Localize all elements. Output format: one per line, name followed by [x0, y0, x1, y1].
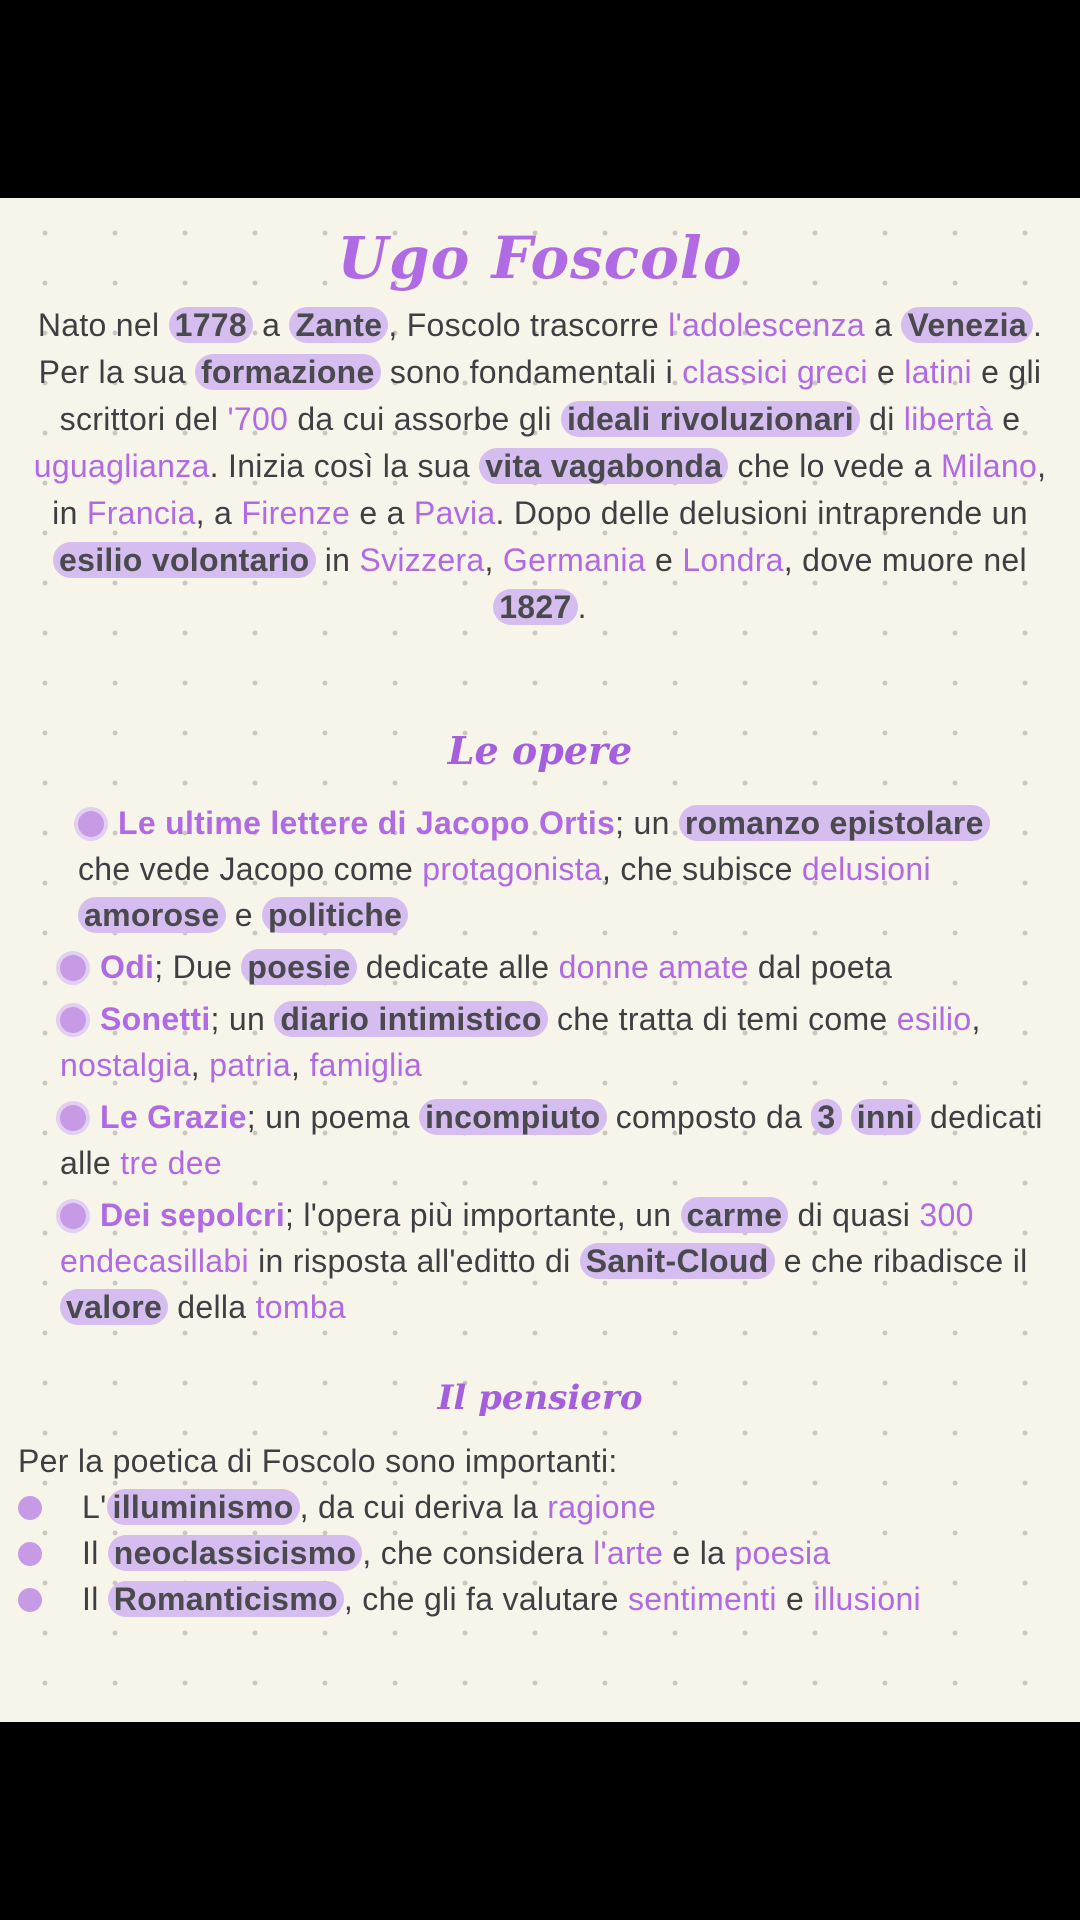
bullet-icon [60, 1007, 86, 1033]
keyword: l'adolescenza [668, 307, 865, 343]
keyword: classici greci [682, 354, 868, 390]
text: Il [82, 1535, 108, 1571]
text: e [993, 401, 1021, 437]
text: e che ribadisce il [774, 1243, 1028, 1279]
highlight: valore [60, 1289, 168, 1325]
text: L' [82, 1489, 107, 1525]
highlight: incompiuto [419, 1099, 606, 1135]
highlight: inni [851, 1099, 921, 1135]
highlight: 3 [811, 1099, 841, 1135]
bullet-icon [18, 1542, 42, 1566]
text: , che gli fa valutare [343, 1581, 628, 1617]
text: ; un [210, 1001, 275, 1037]
text: dedicate alle [356, 949, 559, 985]
text: , Foscolo trascorre [388, 307, 669, 343]
text: , che subisce [602, 851, 802, 887]
notes-page [0, 198, 1080, 1722]
work-title: Le ultime lettere di Jacopo Ortis [118, 805, 616, 841]
keyword: patria [209, 1047, 292, 1083]
highlight: poesie [241, 949, 356, 985]
page-title: Ugo Foscolo [337, 224, 743, 292]
work-title: Odi [100, 949, 155, 985]
text: Il [82, 1581, 108, 1617]
text [842, 1099, 851, 1135]
text: , a [195, 495, 242, 531]
highlight: 1778 [169, 307, 253, 343]
list-item-sepolcri [60, 1192, 1050, 1330]
keyword: poesia [734, 1535, 831, 1571]
keyword: uguaglianza [33, 448, 210, 484]
highlight: Sanit-Cloud [580, 1243, 775, 1279]
text: a [864, 307, 902, 343]
keyword: protagonista [422, 851, 603, 887]
keyword: ragione [547, 1489, 657, 1525]
keyword: Firenze [241, 495, 351, 531]
keyword: illusioni [813, 1581, 921, 1617]
keyword: libertà [903, 401, 994, 437]
section-heading-opere: Le opere [447, 728, 633, 773]
keyword: latini [904, 354, 972, 390]
keyword: Milano [940, 448, 1038, 484]
text: composto da [606, 1099, 812, 1135]
text: , [291, 1047, 310, 1083]
text: di [859, 401, 904, 437]
text: di quasi [788, 1197, 920, 1233]
text: dal poeta [748, 949, 893, 985]
text: in risposta all'editto di [248, 1243, 580, 1279]
keyword: donne amate [558, 949, 749, 985]
bullet-icon [60, 955, 86, 981]
text: , in [52, 448, 1047, 531]
keyword: delusioni [801, 851, 931, 887]
text: dedicati alle [60, 1099, 1043, 1181]
text: che vede Jacopo come [78, 851, 423, 887]
highlight: vita vagabonda [479, 448, 728, 484]
highlight: esilio volontario [53, 542, 315, 578]
pensiero-intro: Per la poetica di Foscolo sono importanti: [18, 1443, 618, 1479]
text: , [484, 542, 503, 578]
opere-list [60, 800, 1050, 1330]
text: e a [350, 495, 414, 531]
keyword: '700 [227, 401, 289, 437]
keyword: tomba [255, 1289, 347, 1325]
bullet-icon [18, 1496, 42, 1520]
text: e [225, 897, 262, 933]
keyword: Germania [502, 542, 646, 578]
text: , che considera [362, 1535, 594, 1571]
text: che lo vede a [728, 448, 941, 484]
text: , da cui deriva la [299, 1489, 548, 1525]
text: Nato nel [37, 307, 169, 343]
highlight: Venezia [901, 307, 1033, 343]
highlight: carme [681, 1197, 789, 1233]
highlight: ideali rivoluzionari [561, 401, 860, 437]
highlight: 1827 [493, 589, 577, 625]
text: . [577, 589, 587, 625]
list-item-romanticismo [18, 1576, 1058, 1622]
work-title: Le Grazie [100, 1099, 247, 1135]
highlight: Zante [289, 307, 388, 343]
text: da cui assorbe gli [288, 401, 561, 437]
text: e [776, 1581, 814, 1617]
highlight: neoclassicismo [108, 1535, 363, 1571]
text: e gli scrittori del [59, 354, 1042, 437]
bullet-icon [18, 1588, 42, 1612]
bullet-icon [60, 1203, 86, 1229]
text: che tratta di temi come [547, 1001, 897, 1037]
bullet-icon [60, 1105, 86, 1131]
intro-paragraph [28, 302, 1052, 631]
keyword: famiglia [309, 1047, 423, 1083]
keyword: Svizzera [359, 542, 485, 578]
list-item-ortis [60, 800, 1050, 938]
list-item-neoclassicismo [18, 1530, 1058, 1576]
keyword: esilio [896, 1001, 972, 1037]
text: ; l'opera più importante, un [285, 1197, 681, 1233]
text: e la [663, 1535, 735, 1571]
highlight: formazione [195, 354, 381, 390]
text: e [645, 542, 683, 578]
work-title: Dei sepolcri [100, 1197, 286, 1233]
pensiero-section [18, 1438, 1058, 1622]
list-item-illuminismo [18, 1484, 1058, 1530]
keyword: Londra [682, 542, 784, 578]
text: sono fondamentali i [380, 354, 683, 390]
bullet-icon [78, 811, 104, 837]
text: in [315, 542, 360, 578]
highlight: Romanticismo [108, 1581, 344, 1617]
highlight: amorose [78, 897, 226, 933]
work-title: Sonetti [100, 1001, 211, 1037]
text: . Dopo delle delusioni intraprende un [495, 495, 1028, 531]
text: . Per la sua [38, 307, 1043, 390]
highlight: diario intimistico [274, 1001, 547, 1037]
list-item-sonetti [60, 996, 1050, 1088]
keyword: sentimenti [627, 1581, 777, 1617]
keyword: l'arte [593, 1535, 664, 1571]
highlight: romanzo epistolare [679, 805, 990, 841]
text: e [867, 354, 905, 390]
text: ; un [615, 805, 679, 841]
text: ; Due [154, 949, 242, 985]
text: a [252, 307, 290, 343]
section-heading-pensiero: Il pensiero [437, 1378, 643, 1418]
list-item-odi [60, 944, 1050, 990]
text: , dove muore nel [783, 542, 1027, 578]
list-item-grazie [60, 1094, 1050, 1186]
highlight: politiche [262, 897, 408, 933]
highlight: illuminismo [107, 1489, 300, 1525]
text: , [190, 1047, 210, 1083]
text: della [168, 1289, 256, 1325]
keyword: nostalgia [60, 1047, 191, 1083]
keyword: tre dee [120, 1145, 222, 1181]
text: ; un poema [246, 1099, 420, 1135]
keyword: Francia [86, 495, 196, 531]
keyword: 300 endecasillabi [60, 1197, 974, 1279]
text: . Inizia così la sua [209, 448, 480, 484]
text: , [971, 1001, 981, 1037]
keyword: Pavia [413, 495, 496, 531]
